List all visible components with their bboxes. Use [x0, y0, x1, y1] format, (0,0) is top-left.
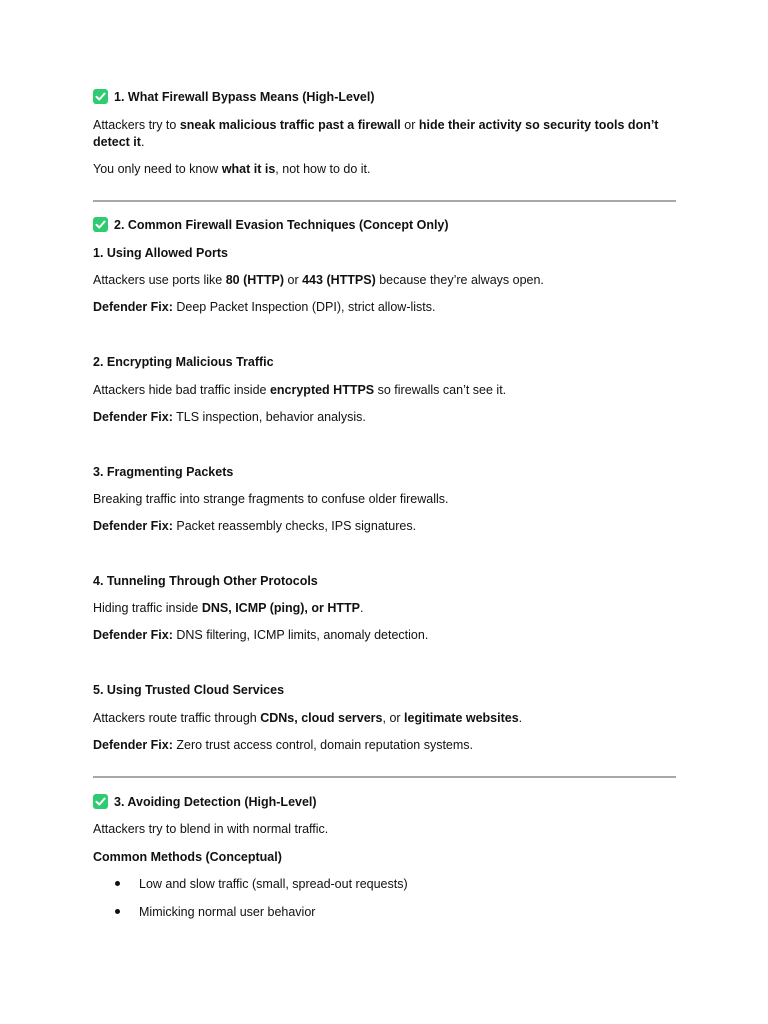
section-1-paragraph-2: You only need to know what it is, not how to do it. — [93, 162, 371, 176]
section-2-heading — [93, 217, 676, 234]
technique-description: Attackers hide bad traffic inside encrypted HTTPS so firewalls can’t see it. — [93, 383, 507, 397]
section-divider — [93, 200, 676, 202]
section-1-heading — [93, 89, 676, 106]
methods-heading: Common Methods (Conceptual) — [93, 850, 282, 864]
section-1-title: 1. What Firewall Bypass Means (High-Level) — [114, 90, 375, 104]
defender-fix: Defender Fix: Deep Packet Inspection (DPI), strict allow-lists. — [93, 300, 436, 314]
list-item: Mimicking normal user behavior — [115, 904, 675, 921]
list-item: Low and slow traffic (small, spread-out requests) — [115, 876, 675, 893]
section-2-title: 2. Common Firewall Evasion Techniques (Concept Only) — [114, 218, 449, 232]
bullet-icon — [115, 881, 120, 886]
bullet-icon — [115, 909, 120, 914]
technique-heading: 3. Fragmenting Packets — [93, 465, 234, 479]
check-mark-icon — [93, 217, 108, 232]
section-3-title: 3. Avoiding Detection (High-Level) — [114, 795, 317, 809]
technique-description: Hiding traffic inside DNS, ICMP (ping), or HTTP. — [93, 601, 364, 615]
defender-fix: Defender Fix: TLS inspection, behavior analysis. — [93, 410, 366, 424]
technique-description: Attackers use ports like 80 (HTTP) or 443 (HTTPS) because they’re always open. — [93, 273, 544, 287]
technique-description: Attackers route traffic through CDNs, cloud servers, or legitimate websites. — [93, 711, 523, 725]
defender-fix: Defender Fix: Zero trust access control, domain reputation systems. — [93, 738, 474, 752]
technique-description: Breaking traffic into strange fragments to confuse older firewalls. — [93, 492, 449, 506]
section-3-intro: Attackers try to blend in with normal traffic. — [93, 822, 329, 836]
section-divider — [93, 776, 676, 778]
check-mark-icon — [93, 89, 108, 104]
defender-fix: Defender Fix: DNS filtering, ICMP limits, anomaly detection. — [93, 628, 429, 642]
technique-heading: 5. Using Trusted Cloud Services — [93, 683, 285, 697]
technique-heading: 4. Tunneling Through Other Protocols — [93, 574, 318, 588]
technique-heading: 2. Encrypting Malicious Traffic — [93, 355, 274, 369]
check-mark-icon — [93, 794, 108, 809]
defender-fix: Defender Fix: Packet reassembly checks, IPS signatures. — [93, 519, 417, 533]
section-1-paragraph-1: Attackers try to sneak malicious traffic past a firewall or hide their activity so security tools don’t detect it. — [93, 118, 659, 149]
section-3-heading — [93, 794, 676, 811]
technique-heading: 1. Using Allowed Ports — [93, 246, 228, 260]
